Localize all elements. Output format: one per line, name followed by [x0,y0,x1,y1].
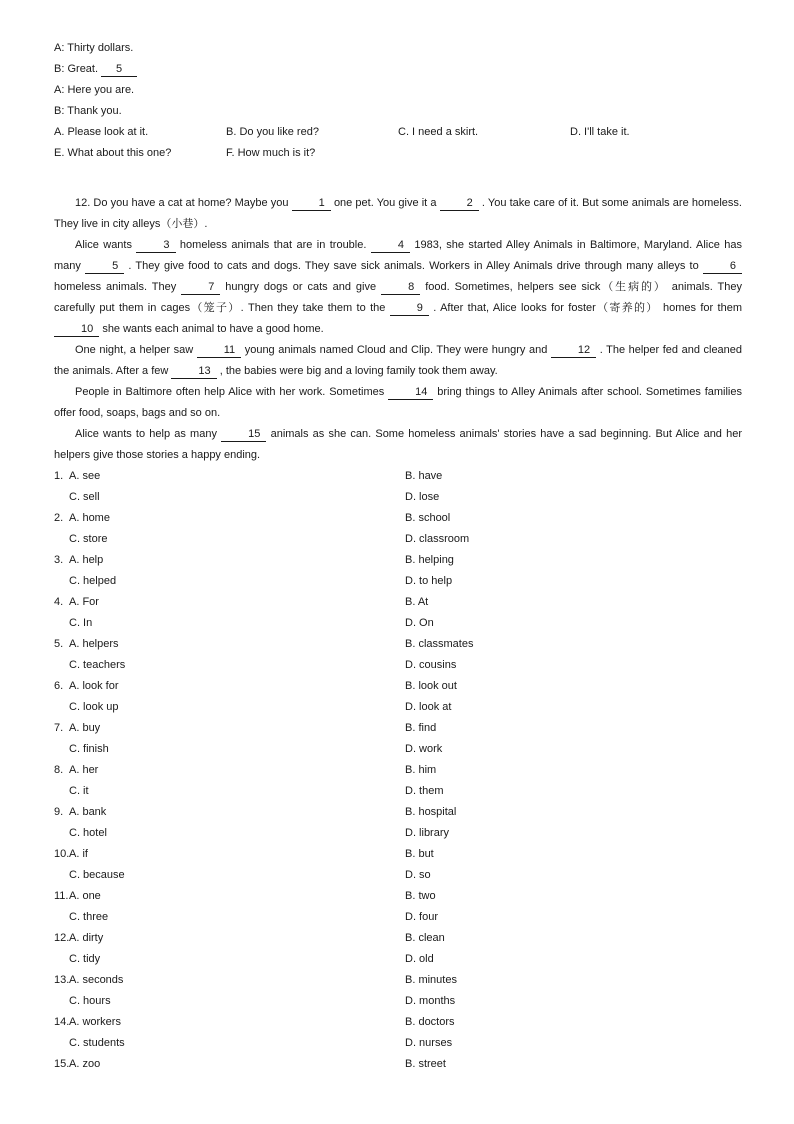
option-c[interactable]: C. it [69,785,89,797]
option-a[interactable]: A. workers [69,1016,121,1028]
option-b[interactable]: B. two [405,890,436,902]
option-b[interactable]: B. him [405,764,437,776]
option-d[interactable]: D. nurses [405,1037,453,1049]
question-row-continued [54,571,742,592]
dialogue-options-row [54,143,742,164]
dialogue-option: A. Please look at it. [54,126,149,138]
question-row-continued [54,1033,742,1054]
question-number: 15. [54,1058,70,1070]
option-c[interactable]: C. because [69,869,125,881]
option-d[interactable]: D. library [405,827,450,839]
passage-text: , the babies were big and a loving family took them away. [219,365,498,377]
option-a[interactable]: A. home [69,512,110,524]
question-number: 4. [54,596,64,608]
option-c[interactable]: C. hours [69,995,111,1007]
option-c[interactable]: C. store [69,533,108,545]
option-b[interactable]: B. helping [405,554,454,566]
passage-text: homeless animals. They [54,281,177,293]
option-d[interactable]: D. cousins [405,659,457,671]
question-row [54,1054,742,1075]
option-d[interactable]: D. On [405,617,434,629]
option-a[interactable]: A. dirty [69,932,104,944]
question-row-continued [54,949,742,970]
dialogue-text: Great. [67,63,99,75]
option-a[interactable]: A. if [69,848,88,860]
question-row-continued [54,613,742,634]
passage-text: animals as she can. Some homeless animals' stories have a sad beginning. But Alice and her helpers give those stories a happy ending. [54,428,743,461]
question-row [54,802,742,823]
option-b[interactable]: B. but [405,848,434,860]
question-list [54,466,742,1075]
question-row-continued [54,991,742,1012]
question-row-continued [54,907,742,928]
dialogue-option: E. What about this one? [54,147,172,159]
option-b[interactable]: B. street [405,1058,446,1070]
option-b[interactable]: B. hospital [405,806,457,818]
passage-text: bring things to Alley Animals after school. Sometimes families offer food, soaps, bags and so on. [54,386,742,419]
answer-blank: 5 [101,62,137,77]
option-d[interactable]: D. work [405,743,443,755]
passage-paragraph [54,424,742,466]
answer-blank: 6 [703,259,742,274]
answer-blank: 12 [551,343,596,358]
passage-text: Alice wants to help as many [75,428,217,440]
question-number: 1. [54,470,64,482]
question-row [54,844,742,865]
cloze-passage [54,193,742,466]
option-b[interactable]: B. classmates [405,638,474,650]
option-b[interactable]: B. have [405,470,443,482]
option-d[interactable]: D. lose [405,491,440,503]
passage-text: 1983, she started Alley Animals in Baltimore, Maryland. Alice has many [54,239,742,272]
dialogue-line [54,80,742,101]
dialogue-option: F. How much is it? [226,147,316,159]
question-number: 11. [54,890,69,902]
option-b[interactable]: B. minutes [405,974,457,986]
question-row-continued [54,529,742,550]
question-row [54,928,742,949]
option-a[interactable]: A. help [69,554,104,566]
dialogue-speaker: B: [54,105,65,117]
question-number: 2. [54,512,64,524]
question-number: 8. [54,764,64,776]
question-number: 6. [54,680,64,692]
passage-text: . After that, Alice looks for foster（寄养的） homes for them [433,302,742,314]
option-c[interactable]: C. tidy [69,953,101,965]
dialogue-option: C. I need a skirt. [398,126,479,138]
question-number: 13. [54,974,70,986]
question-row [54,508,742,529]
answer-blank: 10 [54,322,99,337]
answer-blank: 5 [85,259,124,274]
option-b[interactable]: B. doctors [405,1016,455,1028]
dialogue-line [54,59,742,80]
option-d[interactable]: D. old [405,953,434,965]
passage-paragraph [54,235,742,340]
option-a[interactable]: A. For [69,596,99,608]
option-a[interactable]: A. zoo [69,1058,101,1070]
dialogue-option: D. I'll take it. [570,126,630,138]
question-row-continued [54,823,742,844]
question-row-continued [54,697,742,718]
dialogue-options-row [54,122,742,143]
option-b[interactable]: B. At [405,596,429,608]
option-d[interactable]: D. so [405,869,431,881]
question-number: 7. [54,722,64,734]
option-c[interactable]: C. helped [69,575,117,587]
answer-blank: 14 [388,385,433,400]
passage-text: 12. Do you have a cat at home? Maybe you [75,197,289,209]
dialogue [54,38,742,164]
dialogue-option: B. Do you like red? [226,126,319,138]
passage-text: . You take care of it. But some animals are homeless. They live in city alleys（小巷）. [54,197,742,230]
option-c[interactable]: C. students [69,1037,125,1049]
option-c[interactable]: C. three [69,911,109,923]
passage-paragraph [54,340,742,382]
option-d[interactable]: D. months [405,995,456,1007]
option-a[interactable]: A. helpers [69,638,119,650]
option-c[interactable]: C. look up [69,701,119,713]
question-row [54,466,742,487]
passage-text: food. Sometimes, helpers see sick（生病的） animals. They carefully put them in cages（笼子）. Then they take them to the [54,281,742,314]
option-a[interactable]: A. seconds [69,974,124,986]
option-a[interactable]: A. see [69,470,101,482]
answer-blank: 13 [171,364,216,379]
answer-blank: 3 [136,238,175,253]
question-row-continued [54,781,742,802]
option-b[interactable]: B. find [405,722,437,734]
passage-text: Alice wants [75,239,132,251]
option-c[interactable]: C. In [69,617,93,629]
dialogue-line [54,38,742,59]
question-row [54,550,742,571]
passage-text: . The helper fed and cleaned the animals. After a few [54,344,743,377]
passage-text: One night, a helper saw [75,344,194,356]
answer-blank: 1 [292,196,331,211]
question-row [54,718,742,739]
option-c[interactable]: C. teachers [69,659,126,671]
question-number: 14. [54,1016,70,1028]
option-a[interactable]: A. one [69,890,101,902]
question-number: 9. [54,806,64,818]
question-row [54,634,742,655]
option-d[interactable]: D. classroom [405,533,470,545]
question-number: 5. [54,638,64,650]
question-row-continued [54,655,742,676]
option-a[interactable]: A. her [69,764,99,776]
option-a[interactable]: A. buy [69,722,101,734]
dialogue-speaker: B: [54,63,65,75]
option-c[interactable]: C. sell [69,491,100,503]
answer-blank: 15 [221,427,266,442]
option-d[interactable]: D. them [405,785,444,797]
passage-paragraph [54,193,742,235]
dialogue-speaker: A: [54,84,65,96]
answer-blank: 7 [181,280,220,295]
question-row-continued [54,865,742,886]
passage-text: People in Baltimore often help Alice with her work. Sometimes [75,386,385,398]
option-b[interactable]: B. school [405,512,451,524]
passage-text: homeless animals that are in trouble. [179,239,367,251]
option-c[interactable]: C. finish [69,743,109,755]
answer-blank: 9 [390,301,429,316]
passage-text: . They give food to cats and dogs. They save sick animals. Workers in Alley Animals drive through many alleys to [128,260,699,272]
passage-text: young animals named Cloud and Clip. They were hungry and [244,344,548,356]
option-d[interactable]: D. look at [405,701,452,713]
passage-text: she wants each animal to have a good home. [102,323,324,335]
option-c[interactable]: C. hotel [69,827,107,839]
option-b[interactable]: B. look out [405,680,457,692]
dialogue-speaker: A: [54,42,65,54]
answer-blank: 11 [197,343,241,358]
option-b[interactable]: B. clean [405,932,445,944]
question-row-continued [54,487,742,508]
question-number: 12. [54,932,70,944]
spacer [54,164,742,193]
question-row [54,1012,742,1033]
passage-text: one pet. You give it a [333,197,437,209]
option-d[interactable]: D. to help [405,575,453,587]
passage-paragraph [54,382,742,424]
option-d[interactable]: D. four [405,911,439,923]
answer-blank: 8 [381,280,420,295]
passage-text: hungry dogs or cats and give [225,281,377,293]
question-number: 3. [54,554,64,566]
dialogue-text: Thirty dollars. [67,42,134,54]
worksheet-page [54,38,742,1075]
question-row-continued [54,739,742,760]
question-row [54,592,742,613]
dialogue-text: Thank you. [67,105,122,117]
dialogue-text: Here you are. [67,84,135,96]
question-row [54,760,742,781]
question-row [54,970,742,991]
dialogue-line [54,101,742,122]
answer-blank: 2 [440,196,479,211]
question-row [54,886,742,907]
option-a[interactable]: A. look for [69,680,119,692]
answer-blank: 4 [371,238,410,253]
option-a[interactable]: A. bank [69,806,107,818]
question-row [54,676,742,697]
question-number: 10. [54,848,70,860]
